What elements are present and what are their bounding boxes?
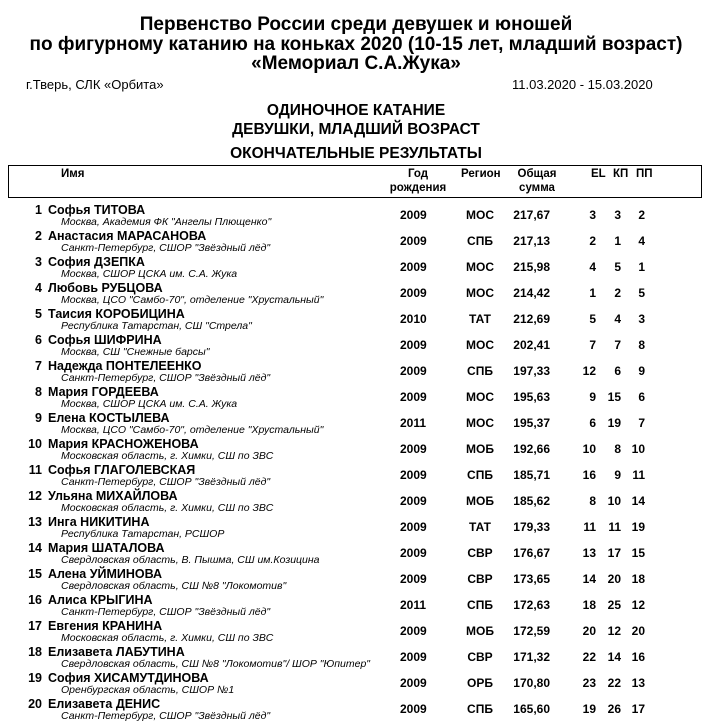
column-header-pp: ПП bbox=[636, 168, 653, 180]
table-header bbox=[8, 165, 702, 198]
kp-rank: 4 bbox=[614, 312, 621, 326]
skater-name: Мария КРАСНОЖЕНОВА bbox=[48, 437, 199, 451]
skater-name: София ХИСАМУТДИНОВА bbox=[48, 671, 209, 685]
total-score: 172,63 bbox=[513, 598, 550, 612]
column-header-name: Имя bbox=[61, 168, 85, 180]
skater-name: Ульяна МИХАЙЛОВА bbox=[48, 489, 178, 503]
birth-year: 2009 bbox=[400, 234, 427, 248]
birth-year: 2009 bbox=[400, 650, 427, 664]
total-score: 171,32 bbox=[513, 650, 550, 664]
pp-rank: 20 bbox=[631, 624, 645, 638]
el-rank: 20 bbox=[582, 624, 596, 638]
region: СПБ bbox=[467, 364, 493, 378]
place: 9 bbox=[35, 411, 42, 425]
pp-rank: 8 bbox=[638, 338, 645, 352]
pp-rank: 17 bbox=[631, 702, 645, 716]
skater-name: Мария ГОРДЕЕВА bbox=[48, 385, 159, 399]
pp-rank: 1 bbox=[638, 260, 645, 274]
table-row bbox=[0, 359, 712, 385]
total-score: 195,63 bbox=[513, 390, 550, 404]
skater-name: Софья ТИТОВА bbox=[48, 203, 146, 217]
table-row bbox=[0, 489, 712, 515]
region: МОС bbox=[466, 208, 494, 222]
skater-club: Санкт-Петербург, СШОР "Звёздный лёд" bbox=[61, 372, 271, 384]
kp-rank: 19 bbox=[607, 416, 621, 430]
region: МОБ bbox=[466, 624, 494, 638]
skater-club: Санкт-Петербург, СШОР "Звёздный лёд" bbox=[61, 606, 271, 618]
el-rank: 14 bbox=[582, 572, 596, 586]
el-rank: 16 bbox=[582, 468, 596, 482]
skater-club: Санкт-Петербург, СШОР "Звёздный лёд" bbox=[61, 242, 271, 254]
table-row bbox=[0, 593, 712, 619]
skater-club: Московская область, г. Химки, СШ по ЗВС bbox=[61, 632, 274, 644]
skater-club: Свердловская область, В. Пышма, СШ им.Козицина bbox=[61, 554, 320, 566]
birth-year: 2009 bbox=[400, 338, 427, 352]
skater-name: София ДЗЕПКА bbox=[48, 255, 145, 269]
kp-rank: 15 bbox=[607, 390, 621, 404]
table-row bbox=[0, 697, 712, 723]
table-row bbox=[0, 645, 712, 671]
total-score: 214,42 bbox=[513, 286, 550, 300]
birth-year: 2009 bbox=[400, 468, 427, 482]
birth-year: 2009 bbox=[400, 208, 427, 222]
pp-rank: 13 bbox=[631, 676, 645, 690]
birth-year: 2009 bbox=[400, 520, 427, 534]
skater-name: Елизавета ДЕНИС bbox=[48, 697, 161, 711]
pp-rank: 4 bbox=[638, 234, 645, 248]
el-rank: 2 bbox=[589, 234, 596, 248]
place: 15 bbox=[28, 567, 42, 581]
pp-rank: 7 bbox=[638, 416, 645, 430]
birth-year: 2009 bbox=[400, 286, 427, 300]
table-row bbox=[0, 671, 712, 697]
column-header-total bbox=[515, 167, 559, 195]
place: 16 bbox=[28, 593, 42, 607]
skater-club: Свердловская область, СШ №8 "Локомотив" bbox=[61, 580, 287, 592]
skater-club: Оренбургская область, СШОР №1 bbox=[61, 684, 235, 696]
skater-club: Республика Татарстан, РСШОР bbox=[61, 528, 225, 540]
total-score: 217,13 bbox=[513, 234, 550, 248]
birth-year: 2011 bbox=[400, 598, 427, 612]
kp-rank: 7 bbox=[614, 338, 621, 352]
total-score: 176,67 bbox=[513, 546, 550, 560]
place: 6 bbox=[35, 333, 42, 347]
pp-rank: 15 bbox=[631, 546, 645, 560]
place: 11 bbox=[28, 463, 42, 477]
birth-year: 2009 bbox=[400, 390, 427, 404]
birth-year: 2009 bbox=[400, 624, 427, 638]
kp-rank: 17 bbox=[607, 546, 621, 560]
place: 19 bbox=[28, 671, 42, 685]
el-rank: 1 bbox=[589, 286, 596, 300]
place: 12 bbox=[28, 489, 42, 503]
el-rank: 9 bbox=[589, 390, 596, 404]
total-score: 179,33 bbox=[513, 520, 550, 534]
skater-club: Республика Татарстан, СШ "Стрела" bbox=[61, 320, 252, 332]
column-header-total-line1: Общая bbox=[517, 168, 557, 180]
column-header-el: EL bbox=[591, 168, 606, 180]
total-score: 165,60 bbox=[513, 702, 550, 716]
region: СПБ bbox=[467, 702, 493, 716]
competition-title: Первенство России среди девушек и юношей bbox=[139, 14, 573, 35]
birth-year: 2009 bbox=[400, 442, 427, 456]
place: 3 bbox=[35, 255, 42, 269]
pp-rank: 3 bbox=[638, 312, 645, 326]
total-score: 212,69 bbox=[513, 312, 550, 326]
skater-name: Елизавета ЛАБУТИНА bbox=[48, 645, 185, 659]
place: 8 bbox=[35, 385, 42, 399]
skater-name: Алиса КРЫГИНА bbox=[48, 593, 153, 607]
column-header-total-line2: сумма bbox=[519, 182, 555, 194]
event-category: ДЕВУШКИ, МЛАДШИЙ ВОЗРАСТ bbox=[232, 121, 480, 138]
results-table bbox=[0, 203, 712, 723]
skater-name: Надежда ПОНТЕЛЕЕНКО bbox=[48, 359, 202, 373]
event-discipline: ОДИНОЧНОЕ КАТАНИЕ bbox=[266, 102, 446, 119]
table-row bbox=[0, 307, 712, 333]
skater-name: Таисия КОРОБИЦИНА bbox=[48, 307, 185, 321]
skater-club: Москва, ЦСО "Самбо-70", отделение "Хрустальный" bbox=[61, 294, 324, 306]
birth-year: 2009 bbox=[400, 494, 427, 508]
pp-rank: 12 bbox=[631, 598, 645, 612]
region: ТАТ bbox=[469, 312, 491, 326]
table-row bbox=[0, 567, 712, 593]
table-row bbox=[0, 515, 712, 541]
skater-name: Софья ГЛАГОЛЕВСКАЯ bbox=[48, 463, 196, 477]
el-rank: 18 bbox=[582, 598, 596, 612]
pp-rank: 2 bbox=[638, 208, 645, 222]
region: СВР bbox=[467, 572, 493, 586]
skater-club: Московская область, г. Химки, СШ по ЗВС bbox=[61, 450, 274, 462]
skater-club: Москва, Академия ФК "Ангелы Плющенко" bbox=[61, 216, 272, 228]
el-rank: 5 bbox=[589, 312, 596, 326]
skater-name: Любовь РУБЦОВА bbox=[48, 281, 163, 295]
skater-name: Инга НИКИТИНА bbox=[48, 515, 150, 529]
table-row bbox=[0, 437, 712, 463]
column-header-region: Регион bbox=[461, 168, 501, 180]
pp-rank: 5 bbox=[638, 286, 645, 300]
region: СВР bbox=[467, 650, 493, 664]
place: 17 bbox=[28, 619, 42, 633]
region: СПБ bbox=[467, 234, 493, 248]
pp-rank: 9 bbox=[638, 364, 645, 378]
memorial-name: «Мемориал С.А.Жука» bbox=[251, 53, 461, 74]
el-rank: 6 bbox=[589, 416, 596, 430]
birth-year: 2009 bbox=[400, 676, 427, 690]
total-score: 215,98 bbox=[513, 260, 550, 274]
el-rank: 11 bbox=[583, 520, 596, 534]
kp-rank: 26 bbox=[607, 702, 621, 716]
birth-year: 2009 bbox=[400, 546, 427, 560]
kp-rank: 9 bbox=[614, 468, 621, 482]
region: СПБ bbox=[467, 468, 493, 482]
el-rank: 23 bbox=[582, 676, 596, 690]
el-rank: 19 bbox=[582, 702, 596, 716]
table-row bbox=[0, 411, 712, 437]
skater-club: Москва, СШОР ЦСКА им. С.А. Жука bbox=[61, 268, 238, 280]
region: СПБ bbox=[467, 598, 493, 612]
competition-subtitle: по фигурному катанию на коньках 2020 (10-15 лет, младший возраст) bbox=[29, 34, 683, 55]
skater-name: Евгения КРАНИНА bbox=[48, 619, 163, 633]
total-score: 173,65 bbox=[513, 572, 550, 586]
el-rank: 3 bbox=[589, 208, 596, 222]
column-header-kp: КП bbox=[613, 168, 629, 180]
kp-rank: 11 bbox=[608, 520, 621, 534]
el-rank: 4 bbox=[589, 260, 596, 274]
table-row bbox=[0, 333, 712, 359]
region: МОС bbox=[466, 286, 494, 300]
kp-rank: 8 bbox=[614, 442, 621, 456]
el-rank: 22 bbox=[582, 650, 596, 664]
birth-year: 2009 bbox=[400, 702, 427, 716]
kp-rank: 1 bbox=[614, 234, 621, 248]
skater-club: Свердловская область, СШ №8 "Локомотив"/ ШОР "Юпитер" bbox=[61, 658, 371, 670]
region: МОС bbox=[466, 260, 494, 274]
skater-club: Санкт-Петербург, СШОР "Звёздный лёд" bbox=[61, 476, 271, 488]
birth-year: 2009 bbox=[400, 260, 427, 274]
region: МОС bbox=[466, 338, 494, 352]
region: ОРБ bbox=[467, 676, 493, 690]
total-score: 185,71 bbox=[513, 468, 550, 482]
skater-name: Софья ШИФРИНА bbox=[48, 333, 162, 347]
total-score: 202,41 bbox=[513, 338, 550, 352]
pp-rank: 14 bbox=[631, 494, 645, 508]
place: 18 bbox=[28, 645, 42, 659]
table-row bbox=[0, 385, 712, 411]
pp-rank: 19 bbox=[631, 520, 645, 534]
place: 2 bbox=[35, 229, 42, 243]
kp-rank: 25 bbox=[607, 598, 621, 612]
birth-year: 2009 bbox=[400, 364, 427, 378]
skater-name: Мария ШАТАЛОВА bbox=[48, 541, 165, 555]
skater-club: Москва, СШОР ЦСКА им. С.А. Жука bbox=[61, 398, 238, 410]
total-score: 185,62 bbox=[513, 494, 550, 508]
results-title: ОКОНЧАТЕЛЬНЫЕ РЕЗУЛЬТАТЫ bbox=[230, 145, 482, 162]
kp-rank: 5 bbox=[614, 260, 621, 274]
skater-club: Московская область, г. Химки, СШ по ЗВС bbox=[61, 502, 274, 514]
kp-rank: 3 bbox=[614, 208, 621, 222]
el-rank: 7 bbox=[589, 338, 596, 352]
el-rank: 13 bbox=[582, 546, 596, 560]
place: 5 bbox=[35, 307, 42, 321]
birth-year: 2011 bbox=[400, 416, 427, 430]
total-score: 197,33 bbox=[513, 364, 550, 378]
total-score: 195,37 bbox=[513, 416, 550, 430]
region: МОБ bbox=[466, 442, 494, 456]
region: МОБ bbox=[466, 494, 494, 508]
kp-rank: 10 bbox=[607, 494, 621, 508]
skater-name: Алена УЙМИНОВА bbox=[48, 567, 163, 581]
pp-rank: 18 bbox=[631, 572, 645, 586]
total-score: 172,59 bbox=[513, 624, 550, 638]
region: СВР bbox=[467, 546, 493, 560]
kp-rank: 14 bbox=[607, 650, 621, 664]
region: МОС bbox=[466, 416, 494, 430]
column-header-year-line1: Год bbox=[407, 168, 429, 180]
kp-rank: 12 bbox=[607, 624, 621, 638]
pp-rank: 16 bbox=[631, 650, 645, 664]
total-score: 217,67 bbox=[513, 208, 550, 222]
pp-rank: 11 bbox=[632, 468, 645, 482]
table-row bbox=[0, 255, 712, 281]
el-rank: 8 bbox=[589, 494, 596, 508]
skater-name: Анастасия МАРАСАНОВА bbox=[48, 229, 207, 243]
skater-club: Москва, ЦСО "Самбо-70", отделение "Хрустальный" bbox=[61, 424, 324, 436]
total-score: 170,80 bbox=[513, 676, 550, 690]
kp-rank: 22 bbox=[607, 676, 621, 690]
column-header-birth-year bbox=[387, 167, 449, 195]
region: МОС bbox=[466, 390, 494, 404]
place: 14 bbox=[28, 541, 42, 555]
kp-rank: 20 bbox=[607, 572, 621, 586]
event-dates: 11.03.2020 - 15.03.2020 bbox=[512, 77, 653, 92]
place: 20 bbox=[28, 697, 42, 711]
birth-year: 2009 bbox=[400, 572, 427, 586]
table-row bbox=[0, 229, 712, 255]
place: 4 bbox=[35, 281, 42, 295]
place: 10 bbox=[28, 437, 42, 451]
venue: г.Тверь, СЛК «Орбита» bbox=[26, 77, 164, 92]
place: 13 bbox=[28, 515, 42, 529]
table-row bbox=[0, 541, 712, 567]
skater-name: Елена КОСТЫЛЕВА bbox=[48, 411, 170, 425]
place: 7 bbox=[35, 359, 42, 373]
skater-club: Москва, СШ "Снежные барсы" bbox=[61, 346, 210, 358]
column-header-year-line2: рождения bbox=[389, 182, 447, 194]
total-score: 192,66 bbox=[513, 442, 550, 456]
table-row bbox=[0, 281, 712, 307]
el-rank: 12 bbox=[582, 364, 596, 378]
el-rank: 10 bbox=[582, 442, 596, 456]
table-row bbox=[0, 463, 712, 489]
table-row bbox=[0, 203, 712, 229]
kp-rank: 2 bbox=[614, 286, 621, 300]
kp-rank: 6 bbox=[614, 364, 621, 378]
pp-rank: 10 bbox=[631, 442, 645, 456]
place: 1 bbox=[35, 203, 42, 217]
pp-rank: 6 bbox=[638, 390, 645, 404]
table-row bbox=[0, 619, 712, 645]
skater-club: Санкт-Петербург, СШОР "Звёздный лёд" bbox=[61, 710, 271, 722]
birth-year: 2010 bbox=[400, 312, 427, 326]
region: ТАТ bbox=[469, 520, 491, 534]
